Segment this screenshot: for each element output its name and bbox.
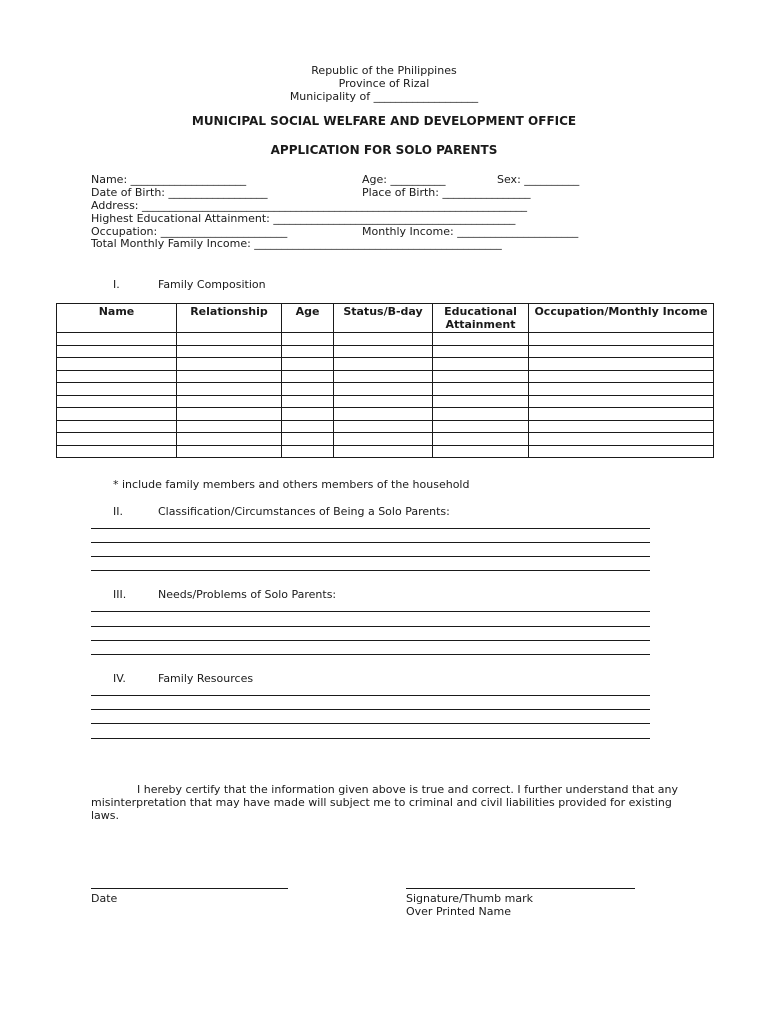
table-cell[interactable] (529, 345, 714, 358)
table-row (57, 345, 714, 358)
table-cell[interactable] (282, 445, 334, 458)
table-cell[interactable] (177, 383, 282, 396)
table-cell[interactable] (177, 358, 282, 371)
table-cell[interactable] (282, 345, 334, 358)
section-2-number: II. (113, 505, 123, 518)
monthly-income-field[interactable]: Monthly Income: ______________________ (362, 225, 579, 238)
total-family-income-field[interactable]: Total Monthly Family Income: _____________________________________________ (91, 237, 502, 250)
section-4-answer-line[interactable] (91, 709, 650, 710)
table-cell[interactable] (57, 395, 177, 408)
table-cell[interactable] (57, 370, 177, 383)
table-cell[interactable] (433, 333, 529, 346)
section-2-answer-line[interactable] (91, 570, 650, 571)
date-label: Date (91, 892, 118, 905)
section-1-number: I. (113, 278, 120, 291)
column-header-occupation-income: Occupation/Monthly Income (529, 304, 714, 333)
table-row (57, 408, 714, 421)
section-3-answer-line[interactable] (91, 640, 650, 641)
section-3-answer-line[interactable] (91, 626, 650, 627)
table-cell[interactable] (177, 433, 282, 446)
occupation-field[interactable]: Occupation: _______________________ (91, 225, 288, 238)
government-header (0, 64, 768, 103)
table-cell[interactable] (57, 420, 177, 433)
table-cell[interactable] (282, 383, 334, 396)
date-line[interactable] (91, 888, 288, 889)
place-of-birth-field[interactable]: Place of Birth: ________________ (362, 186, 531, 199)
table-row (57, 445, 714, 458)
table-cell[interactable] (433, 383, 529, 396)
section-3-answer-line[interactable] (91, 654, 650, 655)
header-province: Province of Rizal (338, 77, 430, 90)
name-field[interactable]: Name: _____________________ (91, 173, 247, 186)
table-row (57, 383, 714, 396)
table-cell[interactable] (529, 358, 714, 371)
table-cell[interactable] (529, 395, 714, 408)
table-row (57, 433, 714, 446)
table-cell[interactable] (433, 408, 529, 421)
table-cell[interactable] (282, 358, 334, 371)
table-row (57, 395, 714, 408)
header-republic: Republic of the Philippines (311, 64, 457, 77)
certification-paragraph (91, 783, 681, 822)
form-title: APPLICATION FOR SOLO PARENTS (270, 143, 498, 157)
table-cell[interactable] (177, 445, 282, 458)
table-cell[interactable] (282, 370, 334, 383)
table-cell[interactable] (334, 358, 433, 371)
section-4-title: Family Resources (158, 672, 254, 685)
table-cell[interactable] (529, 333, 714, 346)
table-cell[interactable] (177, 408, 282, 421)
table-cell[interactable] (433, 358, 529, 371)
table-cell[interactable] (57, 333, 177, 346)
office-title: MUNICIPAL SOCIAL WELFARE AND DEVELOPMENT OFFICE (191, 114, 577, 128)
table-cell[interactable] (282, 395, 334, 408)
section-4-number: IV. (113, 672, 126, 685)
address-field[interactable]: Address: ______________________________________________________________________ (91, 199, 528, 212)
table-cell[interactable] (334, 333, 433, 346)
section-2-answer-line[interactable] (91, 528, 650, 529)
section-4-answer-line[interactable] (91, 723, 650, 724)
table-cell[interactable] (334, 383, 433, 396)
table-cell[interactable] (177, 395, 282, 408)
table-cell[interactable] (282, 433, 334, 446)
table-cell[interactable] (282, 408, 334, 421)
table-cell[interactable] (433, 370, 529, 383)
table-cell[interactable] (529, 433, 714, 446)
section-4-answer-line[interactable] (91, 738, 650, 739)
table-cell[interactable] (433, 445, 529, 458)
table-cell[interactable] (334, 395, 433, 408)
section-2-title: Classification/Circumstances of Being a Solo Parents: (158, 505, 450, 518)
table-cell[interactable] (282, 420, 334, 433)
table-cell[interactable] (529, 445, 714, 458)
table-cell[interactable] (334, 370, 433, 383)
table-cell[interactable] (57, 358, 177, 371)
table-header-row (57, 304, 714, 333)
header-municipality: Municipality of ___________________ (289, 90, 479, 103)
table-cell[interactable] (177, 345, 282, 358)
section-3-title: Needs/Problems of Solo Parents: (158, 588, 337, 601)
date-of-birth-field[interactable]: Date of Birth: __________________ (91, 186, 268, 199)
table-row (57, 420, 714, 433)
table-cell[interactable] (529, 408, 714, 421)
education-field[interactable]: Highest Educational Attainment: ____________________________________________ (91, 212, 516, 225)
family-composition-table (56, 303, 713, 458)
column-header-name: Name (57, 304, 177, 333)
table-cell[interactable] (57, 345, 177, 358)
section-4-answer-line[interactable] (91, 695, 650, 696)
table-cell[interactable] (529, 383, 714, 396)
section-1-title: Family Composition (158, 278, 266, 291)
table-cell[interactable] (433, 345, 529, 358)
column-header-status-bday: Status/B-day (334, 304, 433, 333)
household-note: * include family members and others members of the household (113, 478, 470, 491)
table-cell[interactable] (177, 333, 282, 346)
section-3-answer-line[interactable] (91, 611, 650, 612)
section-2-answer-line[interactable] (91, 556, 650, 557)
table-cell[interactable] (57, 445, 177, 458)
table-cell[interactable] (57, 408, 177, 421)
age-field[interactable]: Age: __________ (362, 173, 446, 186)
table-row (57, 358, 714, 371)
printed-name-label: Over Printed Name (406, 905, 511, 918)
signature-line[interactable] (406, 888, 635, 889)
table-cell[interactable] (433, 433, 529, 446)
certification-text: I hereby certify that the information given above is true and correct. I further understand that any misinterpretation that may have made will subject me to criminal and civil liabilities provided for existing laws. (91, 783, 679, 822)
table-row (57, 370, 714, 383)
sex-field[interactable]: Sex: __________ (497, 173, 580, 186)
table-cell[interactable] (334, 433, 433, 446)
table-cell[interactable] (177, 370, 282, 383)
section-2-answer-line[interactable] (91, 542, 650, 543)
table-cell[interactable] (57, 383, 177, 396)
table-cell[interactable] (529, 420, 714, 433)
table-cell[interactable] (177, 420, 282, 433)
table-cell[interactable] (529, 370, 714, 383)
signature-label: Signature/Thumb mark (406, 892, 533, 905)
table-cell[interactable] (334, 420, 433, 433)
table-cell[interactable] (282, 333, 334, 346)
column-header-relationship: Relationship (177, 304, 282, 333)
section-3-number: III. (113, 588, 127, 601)
table-cell[interactable] (433, 420, 529, 433)
table-cell[interactable] (433, 395, 529, 408)
column-header-age: Age (282, 304, 334, 333)
table-cell[interactable] (334, 408, 433, 421)
table-cell[interactable] (334, 445, 433, 458)
table-row (57, 333, 714, 346)
table-cell[interactable] (334, 345, 433, 358)
table-cell[interactable] (57, 433, 177, 446)
column-header-education: Educational Attainment (433, 304, 529, 333)
